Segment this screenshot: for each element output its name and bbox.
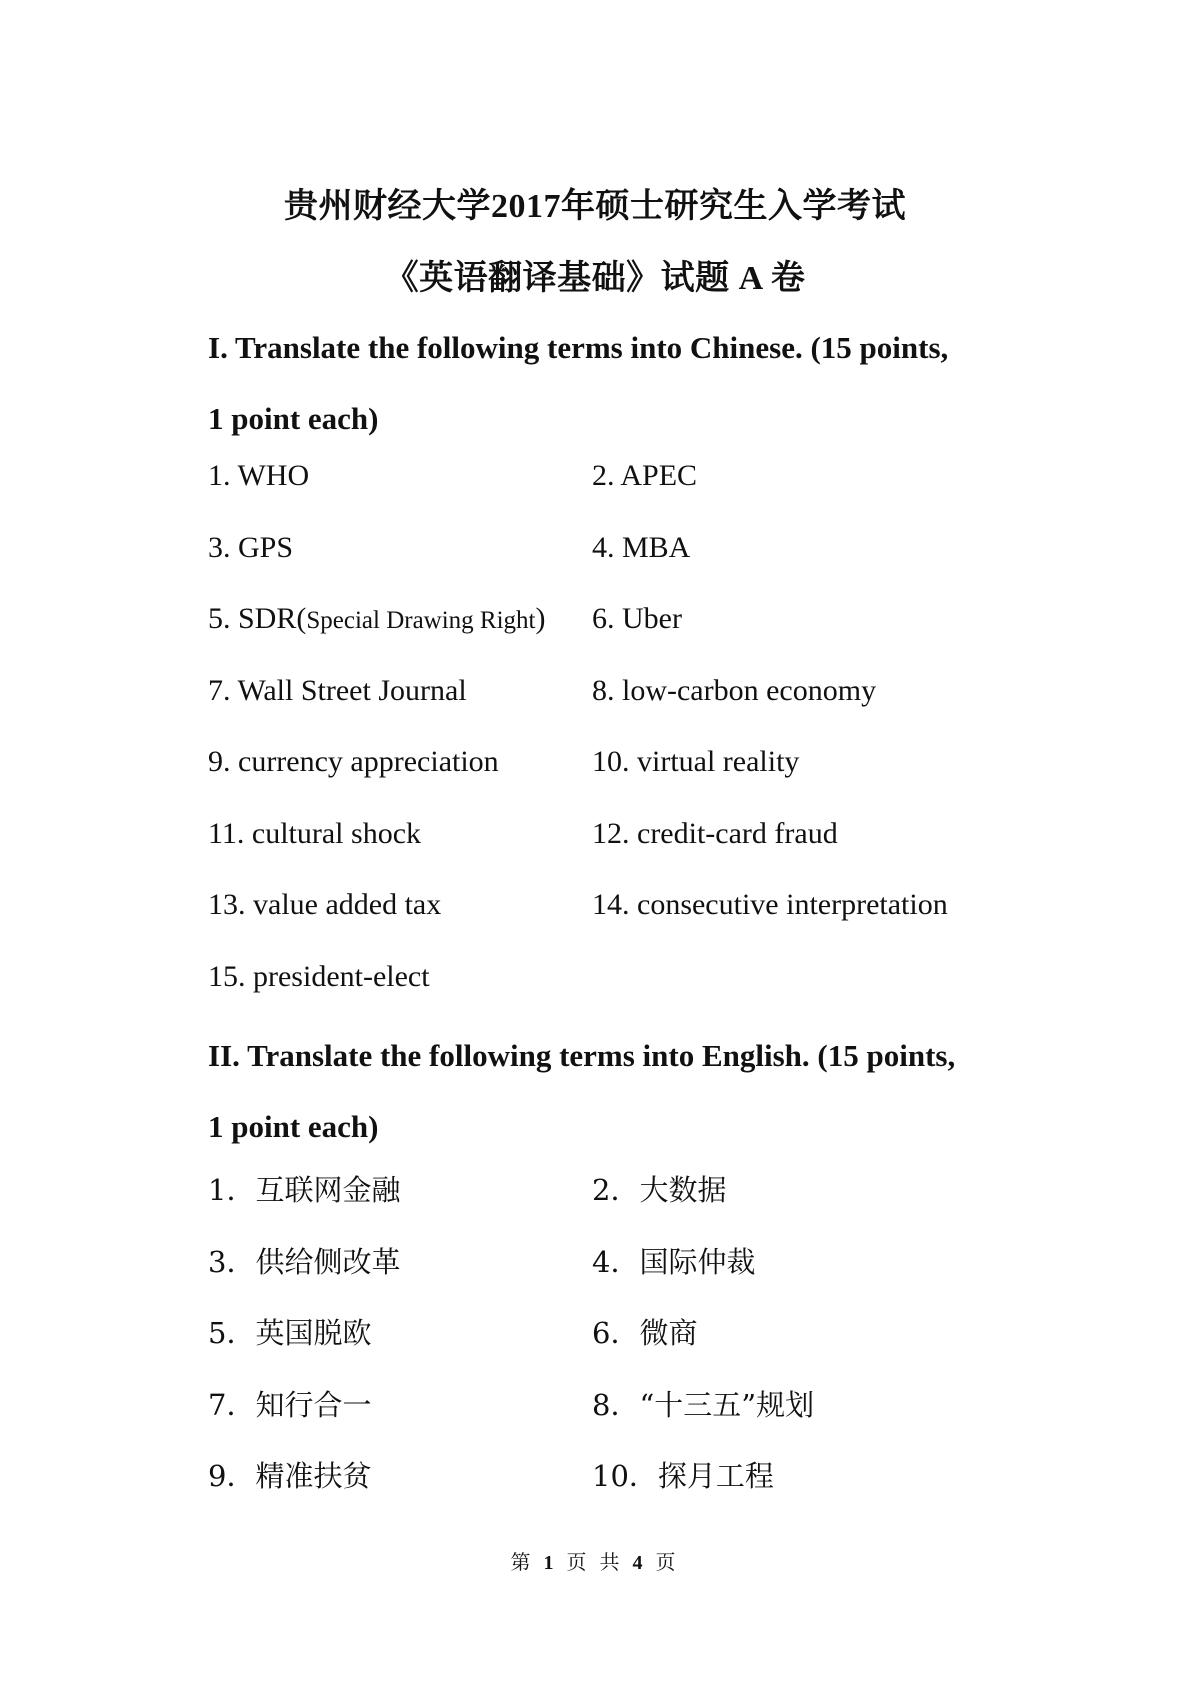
section-2-heading-line1: II. Translate the following terms into English. (15 points, bbox=[208, 1038, 956, 1073]
term-item: 7．知行合一 bbox=[208, 1387, 372, 1422]
footer-prefix: 第 bbox=[510, 1552, 535, 1574]
section-1-heading-line2: 1 point each) bbox=[208, 401, 379, 436]
term-item: 7. Wall Street Journal bbox=[208, 673, 467, 707]
term-item-5-close: ) bbox=[535, 602, 546, 635]
term-item: 6．微商 bbox=[592, 1316, 698, 1350]
term-item: 2. APEC bbox=[592, 459, 698, 492]
term-item: 1. WHO bbox=[208, 459, 310, 492]
term-item: 8．“十三五”规划 bbox=[592, 1387, 815, 1422]
page-footer bbox=[0, 1546, 1190, 1575]
term-item: 3．供给侧改革 bbox=[208, 1244, 401, 1279]
exam-subtitle: 《英语翻译基础》试题 A 卷 bbox=[384, 260, 806, 297]
term-item: 9. currency appreciation bbox=[208, 745, 499, 778]
exam-title: 贵州财经大学2017年硕士研究生入学考试 bbox=[284, 188, 906, 225]
term-item: 14. consecutive interpretation bbox=[592, 888, 948, 921]
term-item: 6. Uber bbox=[592, 602, 682, 635]
term-item: 4. MBA bbox=[592, 530, 691, 564]
footer-middle: 页 共 bbox=[566, 1552, 624, 1574]
section-1-heading-line1: I. Translate the following terms into Chinese. (15 points, bbox=[208, 330, 949, 365]
term-item: 3. GPS bbox=[208, 530, 294, 564]
term-item: 4．国际仲裁 bbox=[592, 1244, 756, 1279]
term-item: 9．精准扶贫 bbox=[208, 1459, 372, 1493]
term-item: 10．探月工程 bbox=[592, 1459, 774, 1493]
term-item: 15. president-elect bbox=[208, 959, 430, 993]
term-item: 2．大数据 bbox=[592, 1173, 727, 1207]
section-1-heading bbox=[208, 312, 1028, 454]
term-item: 12. credit-card fraud bbox=[592, 816, 838, 850]
footer-suffix: 页 bbox=[655, 1552, 680, 1574]
term-item-5-fullname: Special Drawing Right bbox=[306, 607, 536, 634]
page-total: 4 bbox=[632, 1552, 647, 1574]
term-item: 1．互联网金融 bbox=[208, 1173, 401, 1207]
term-item: 5．英国脱欧 bbox=[208, 1316, 372, 1350]
section-2-heading-line2: 1 point each) bbox=[208, 1109, 379, 1144]
section-1-term-list bbox=[208, 458, 1028, 1030]
term-item: 13. value added tax bbox=[208, 888, 442, 921]
term-item: 11. cultural shock bbox=[208, 816, 422, 850]
term-item: 10. virtual reality bbox=[592, 745, 800, 778]
page-number: 1 bbox=[543, 1552, 558, 1574]
term-item bbox=[208, 601, 592, 673]
section-2-term-list bbox=[208, 1172, 1028, 1530]
term-item-5-text: 5. SDR( bbox=[208, 602, 307, 635]
term-item: 8. low-carbon economy bbox=[592, 673, 877, 707]
section-2-heading bbox=[208, 1020, 1028, 1162]
